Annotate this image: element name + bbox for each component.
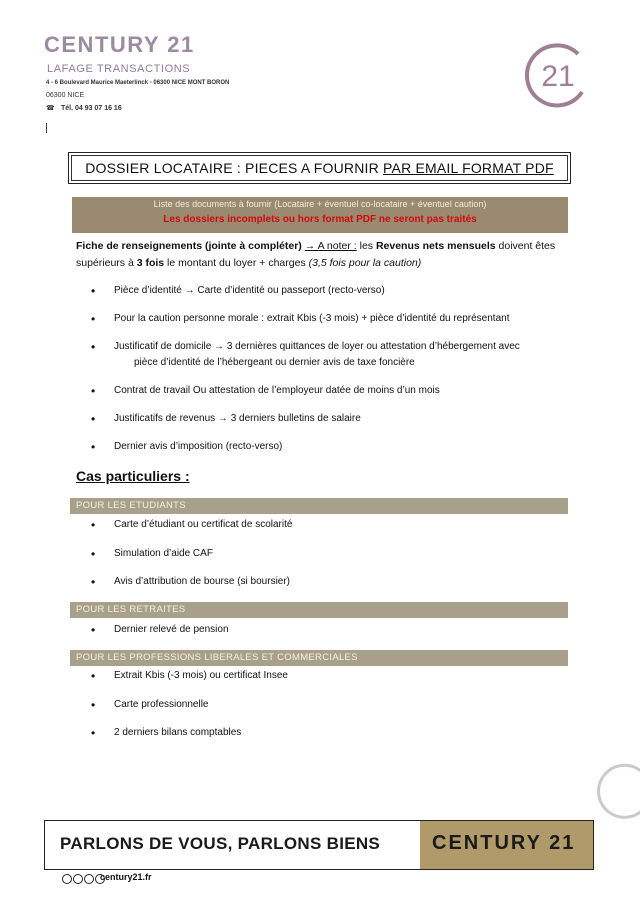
footer-slogan: PARLONS DE VOUS, PARLONS BIENS [60,834,381,853]
notice-warning: Les dossiers incomplets ou hors format PDF ne seront pas traités [163,214,477,225]
agency-name: LAFAGE TRANSACTIONS [47,63,191,75]
list-item: • Simulation d’aide CAF [92,546,562,562]
phone-icon: ☎ [46,105,55,112]
section-label: POUR LES RETRAITES [76,604,186,615]
intro-text: Fiche de renseignements (jointe à compléter) → A noter : les Revenus nets mensuels doivent êtes supérieurs à 3 fois le montant du loyer + charges (3,5 fois pour la caution) [76,240,556,269]
list-item: • Justificatif de domicile → 3 dernières quittances de loyer ou attestation d’hébergement avec pièce d’identité de l’hébergeant ou dernier avis de taxe foncière [92,339,562,371]
list-item: • Pour la caution personne morale : extrait Kbis (-3 mois) + pièce d’identité du représentant [92,311,562,327]
notice-line: Liste des documents à fournir (Locataire + éventuel co-locataire + éventuel caution) [153,199,487,209]
agency-address: 4 - 6 Boulevard Maurice Maeterlinck - 06300 NICE MONT BORON [46,80,230,86]
list-item: • Avis d’attribution de bourse (si boursier) [92,574,562,590]
page-title-emphasis: PAR EMAIL FORMAT PDF [383,160,554,176]
section-label: POUR LES PROFESSIONS LIBERALES ET COMMERCIALES [76,652,358,663]
youtube-icon [84,874,94,884]
century21-watermark-icon [594,760,640,820]
brand-logo-text: CENTURY 21 [44,32,195,57]
section-label: POUR LES ETUDIANTS [76,500,186,511]
list-item: • 2 derniers bilans comptables [92,725,562,741]
list-item: • Extrait Kbis (-3 mois) ou certificat Insee [92,668,562,684]
divider [46,123,47,133]
agency-city: 06300 NICE [46,92,85,99]
list-item: • Carte professionnelle [92,697,562,713]
page-title: DOSSIER LOCATAIRE : PIECES A FOURNIR PAR EMAIL FORMAT PDF [85,160,554,176]
footer-website: century21.fr [100,872,152,882]
century21-seal-icon [522,40,594,112]
seal-number: 21 [541,60,575,93]
agency-phone: ☎ Tél. 04 93 07 16 16 [46,105,122,112]
twitter-icon [73,874,83,884]
list-item: • Dernier relevé de pension [92,622,562,638]
list-item: • Contrat de travail Ou attestation de l’employeur datée de moins d’un mois [92,383,562,399]
facebook-icon [62,874,72,884]
footer-brand: CENTURY 21 [432,832,576,854]
list-item: • Pièce d’identité → Carte d’identité ou passeport (recto-verso) [92,283,562,299]
section-heading: Cas particuliers : [76,468,190,484]
list-item: • Carte d’étudiant ou certificat de scolarité [92,517,562,533]
list-item: • Justificatifs de revenus → 3 derniers bulletins de salaire [92,411,562,427]
list-item: • Dernier avis d’imposition (recto-verso) [92,439,562,455]
